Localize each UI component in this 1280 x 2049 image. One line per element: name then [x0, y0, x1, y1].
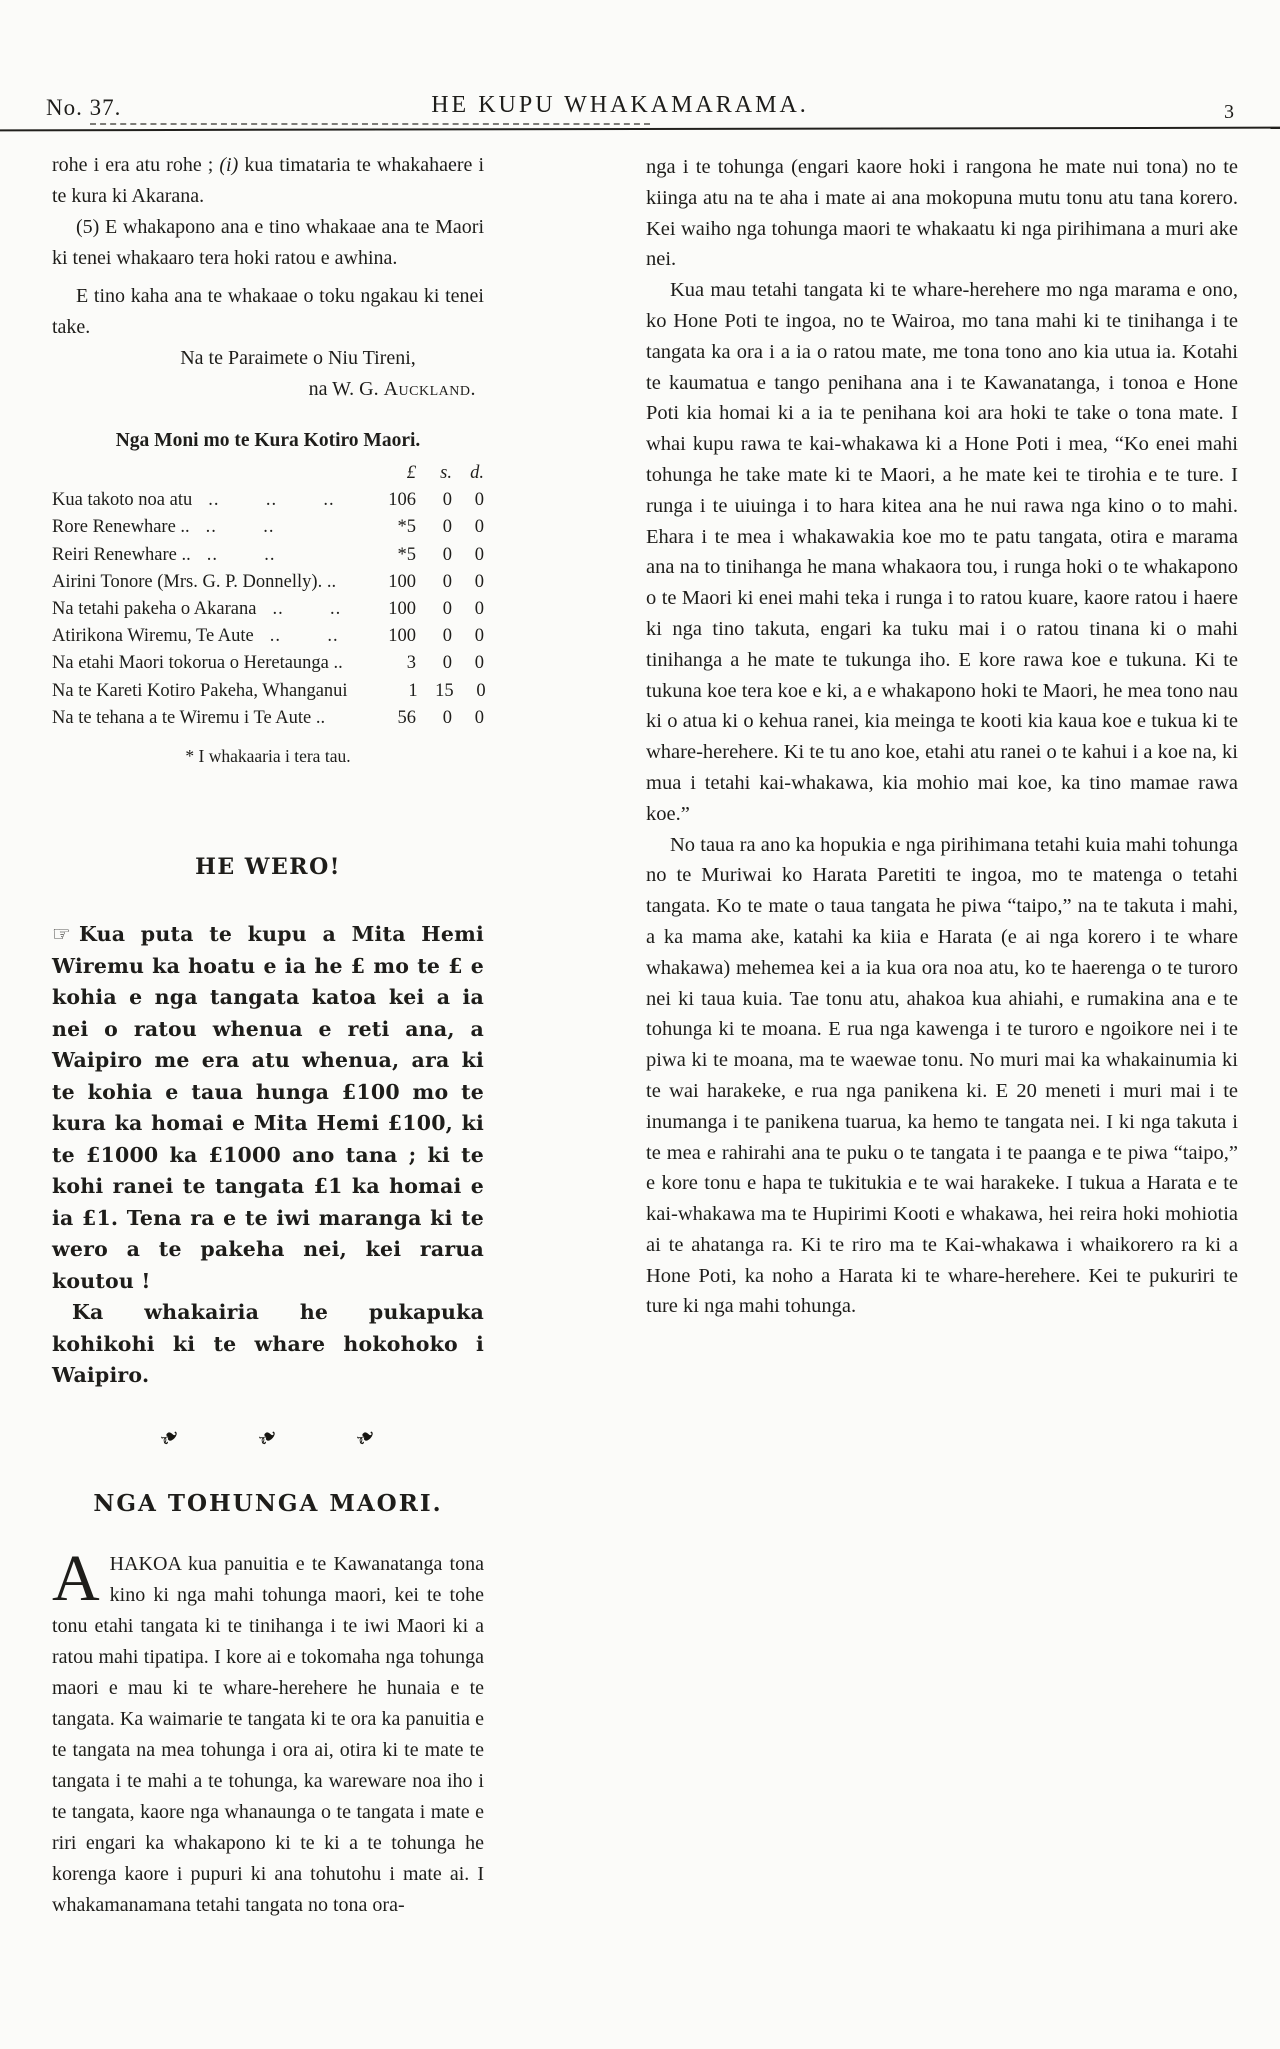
money-table	[52, 460, 484, 772]
italic-marker: (i)	[219, 154, 239, 176]
dot-leader: .. ..	[272, 599, 342, 620]
table-row	[52, 514, 484, 541]
row-shillings: 0	[442, 571, 452, 592]
row-label: Kua takoto noa atu	[52, 490, 193, 511]
shillings-header: s.	[440, 463, 452, 483]
row-pounds: *5	[397, 517, 416, 538]
row-shillings: 15	[435, 680, 454, 701]
paragraph-text: kua timataria te whakahaere i te kura ki Akarana.	[52, 154, 484, 207]
row-label: Atirikona Wiremu, Te Aute	[52, 626, 254, 647]
row-pounds: 56	[397, 707, 416, 728]
currency-header-row	[52, 460, 484, 487]
signature-prefix: na W. G.	[308, 378, 384, 400]
table-row	[52, 487, 484, 514]
money-table-heading: Nga Moni mo te Kura Kotiro Maori.	[115, 430, 421, 451]
row-pounds: 100	[388, 626, 416, 647]
dot-leader: .. ..	[206, 544, 276, 565]
ornament-row	[52, 1418, 484, 1458]
paragraph-text: rohe i era atu rohe ;	[52, 154, 220, 176]
challenge-paragraph	[52, 919, 484, 1297]
header-rule	[0, 127, 1280, 132]
dropcap-paragraph-text: HAKOA kua panuitia e te Kawanatanga tona kino ki nga mahi tohunga maori, kei te tohe tonu etahi tangata ki te tinihanga i te iwi Maori ki a ratou mahi tipatipa. I kore ai e tokomaha nga tohunga maori e mau ki te whare-herehere he hunaia e te tangata. Ka waimarie te tangata ki te ora ka panuitia e te tangata na mea tohunga i ora ai, otira ki te mate te tangata i te mahi a te tohunga, ka wareware noa iho i te tangata, kaore nga whanaunga o te tangata i mate e riri engari ka whakapono ki te ki a te tohunga he korenga kaore i pupuri ki ana tohutohu i mate ai. I whakamanamana tetahi tangata no tona ora-	[52, 1552, 484, 1916]
dot-leader: .. ..	[269, 626, 339, 647]
row-pence: 0	[474, 490, 484, 511]
floral-ornament-icon: ❧	[251, 1419, 285, 1455]
table-row	[52, 650, 484, 677]
signature-line-2	[52, 374, 484, 405]
row-pence: 0	[474, 707, 484, 728]
paragraph-harata: No taua ra ano ka hopukia e nga pirihimana tetahi kuia mahi tohunga no te Muriwai ko Harata Paretiti te ingoa, mo te matenga o tetahi tangata. Ko te mate o taua tangata he piwa “taipo,” na te takuta i mahi, a ka mama ake, katahi ka kiia e Harata (e ai nga korero i te whare whakawa) mehemea kei a ia kua ora noa atu, ko te haerenga o te turoro nei ki taua kuia. Tae tonu atu, ahakoa kua ahiahi, e rumakina ana e te tohunga ki te moana. E rua nga kawenga i te turoro e ngoikore nei i te piwa ki te moana, ma te waewae tonu. No muri mai ka whakainumia ki te wai harakeke, e rua nga panikena ki. E 20 meneti i muri mai i te inumanga i te panikena tuarua, ka hemo te tangata nei. I ki nga takuta i te mea e rahirahi ana te puku o te tangata i te paanga e te piwa “taipo,” e kore tonu e hapa te tukitukia e te wai harakeke. I tukua a Harata e te kai-whakawa ma te Hupirimi Kooti e whakawa, hei reira hoki mohiotia ai te ahatanga ra. Ki te riro ma te Kai-whakawa i whaikorero ra ki a Hone Poti, ka noho a Harata ki te whare-herehere. Kei te pukuriri te ture ki nga mahi tohunga.	[646, 833, 1238, 1318]
row-pounds: 100	[388, 571, 416, 592]
row-pence: 0	[474, 599, 484, 620]
row-shillings: 0	[442, 626, 452, 647]
row-pounds: 1	[408, 680, 418, 701]
row-label: Airini Tonore (Mrs. G. P. Donnelly). ..	[52, 571, 337, 592]
floral-ornament-icon: ❧	[349, 1419, 383, 1455]
row-pounds: 100	[388, 599, 416, 620]
table-row	[52, 623, 484, 650]
row-shillings: 0	[442, 490, 452, 511]
header-rule-dashed	[90, 123, 650, 125]
row-pence: 0	[474, 653, 484, 674]
row-pounds: 3	[406, 653, 416, 674]
challenge-paragraph-2: Ka whakairia he pukapuka kohikohi ki te whare hokohoko i Waipiro.	[52, 1300, 484, 1388]
row-label: Na te tehana a te Wiremu i Te Aute ..	[52, 707, 326, 728]
paragraph-hone-poti: Kua mau tetahi tangata ki te whare-herehere mo nga marama e ono, ko Hone Poti te ingoa, no te Wairoa, mo tana mahi ki te tinihanga i te tangata ka ora i a ia o ratou mate, me tona tono ano kia utua ia. Kotahi te kaumatua e tango penihana ana i te Kawanatanga, i tonoa e Hone Poti kia homai ki a ia te penihana koi ara hoki te take o tona mate. I whai kupu rawa te kai-whakawa ki a Hone Poti i mea, “Ko enei mahi tohunga he take mate ki te Maori, a he mate kei te tirohia e te ture. I runga i te uiuinga i to hara kitea ana he nui rawa nga kino o to mahi. Ehara i te mea i whakawakia koe mo te patu tangata, otira e marama ana na to tinihanga he mana whakaora tou, i runga hoki o te whakapono o te Maori ki enei mahi teka i runga i to ratou kuare, kaore ratou i haere ki nga tino takuta, engari ka tuku mai i o ratou tinana ki o mahi tinihanga a he mate te tukunga iho. E kore rawa koe e tukuna. Ki te tukuna koe tera koe e ki, a e whakapono hoki te Maori, he mea tono nau ki o atua ki o kehua ranei, kia meinga te kooti kia kaua koe e tukua ki te whare-herehere. Ki te tu ano koe, etahi atu ranei o te kahui i a koe na, ki mua i tetahi kai-whakawa, kia mohio mai koe, ka tino mamae rawa koe.”	[646, 279, 1238, 825]
pence-header: d.	[470, 463, 484, 483]
pounds-header: £	[406, 463, 416, 483]
row-pounds: 106	[388, 490, 416, 511]
floral-ornament-icon: ❧	[153, 1419, 187, 1455]
row-shillings: 0	[442, 517, 452, 538]
row-pounds: *5	[397, 544, 416, 565]
dot-leader: .. .. ..	[208, 490, 335, 511]
row-label: Rore Renewhare ..	[52, 517, 190, 538]
row-shillings: 0	[442, 544, 452, 565]
challenge-text: Kua puta te kupu a Mita Hemi Wiremu ka hoatu e ia he £ mo te £ e kohia e nga tangata katoa kei a ia nei o ratou whenua e reti ana, a Waipiro me era atu whenua, ara ki te kohia e taua hunga £100 mo te kura ka homai e Mita Hemi £100, ki te £1000 ka £1000 ano tana ; ki te kohi ranei te tangata £1 ka homai e ia £1. Tena ra e te iwi maranga ki te wero a te pakeha nei, kei rarua koutou !	[52, 922, 484, 1293]
table-row	[52, 596, 484, 623]
paragraph-item5: (5) E whakapono ana e tino whakaae ana te Maori ki tenei whakaaro tera hoki ratou e awhina.	[52, 216, 484, 269]
row-pence: 0	[474, 544, 484, 565]
paragraph-continuation	[52, 150, 484, 212]
left-column	[52, 150, 484, 1921]
section-heading-he-wero: HE WERO!	[195, 854, 341, 881]
page-number: 3	[1224, 101, 1234, 123]
row-label: Reiri Renewhare ..	[52, 544, 191, 565]
row-shillings: 0	[442, 599, 452, 620]
signature-name: Auckland.	[383, 378, 476, 400]
row-label: Na tetahi pakeha o Akarana	[52, 599, 257, 620]
table-row	[52, 678, 484, 705]
table-row	[52, 569, 484, 596]
row-pence: 0	[474, 571, 484, 592]
drop-cap: A	[52, 1541, 100, 1615]
row-pence: 0	[474, 517, 484, 538]
row-label: Na te Kareti Kotiro Pakeha, Whanganui	[52, 680, 348, 701]
right-column	[646, 152, 1238, 1322]
table-row	[52, 705, 484, 732]
dropcap-paragraph	[52, 1541, 484, 1921]
row-label: Na etahi Maori tokorua o Heretaunga ..	[52, 653, 343, 674]
masthead-title: HE KUPU WHAKAMARAMA.	[431, 92, 809, 118]
row-pence: 0	[474, 626, 484, 647]
table-footnote: * I whakaaria i tera tau.	[185, 746, 351, 767]
row-shillings: 0	[442, 707, 452, 728]
section-heading-nga-tohunga: NGA TOHUNGA MAORI.	[93, 1489, 443, 1517]
paragraph-support: E tino kaha ana te whakaae o toku ngakau ki tenei take.	[52, 285, 484, 338]
signature-line-1: Na te Paraimete o Niu Tireni,	[180, 347, 416, 369]
dot-leader: .. ..	[205, 517, 275, 538]
issue-number: No. 37.	[46, 95, 122, 120]
table-row	[52, 542, 484, 569]
pointing-hand-icon: ☞	[52, 922, 72, 947]
row-pence: 0	[476, 680, 486, 701]
row-shillings: 0	[442, 653, 452, 674]
paragraph-continuation: nga i te tohunga (engari kaore hoki i rangona he mate nui tona) no te kiinga atu na te aha i mate ai ana mokopuna mutu tonu atu tana korero. Kei waiho nga tohunga maori te whakaatu ki nga pirihimana a muri ake nei.	[646, 156, 1238, 271]
